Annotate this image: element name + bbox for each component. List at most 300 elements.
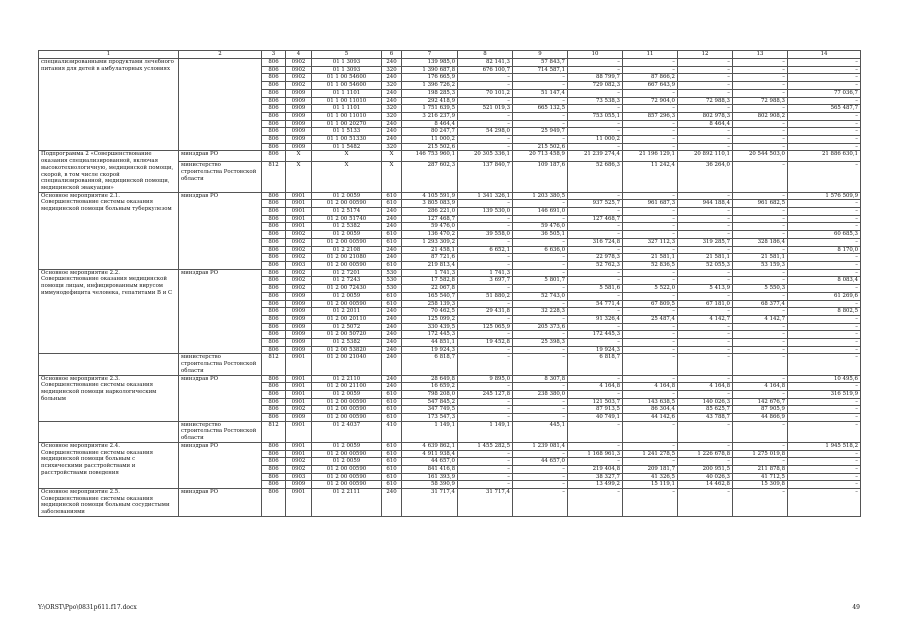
year-2020-cell: – (788, 323, 861, 331)
year-2017-cell: – (623, 308, 678, 316)
grbs-code-cell: 806 (262, 465, 286, 473)
year-2014-cell: – (458, 315, 513, 323)
year-2018-cell: – (678, 346, 733, 354)
grbs-code-cell: 806 (262, 208, 286, 216)
program-name: Основное мероприятие 2.3. Совершенствование системы оказания медицинской помощи наркологическим больным (39, 375, 179, 421)
year-2017-cell: 857 296,3 (623, 112, 678, 120)
year-2019-cell: – (733, 162, 788, 192)
year-2018-cell: 140 026,3 (678, 398, 733, 406)
year-2019-cell: – (733, 215, 788, 223)
year-2019-cell: – (733, 105, 788, 113)
year-2019-cell: – (733, 277, 788, 285)
year-2014-cell: – (458, 414, 513, 422)
total-amount-cell: 286 221,0 (402, 208, 458, 216)
target-code-cell: 01 1 00 11010 (312, 97, 382, 105)
year-2019-cell: – (733, 59, 788, 67)
year-2015-cell: 714 587,1 (513, 66, 568, 74)
year-2019-cell: 4 164,8 (733, 383, 788, 391)
grbs-code-cell: 806 (262, 339, 286, 347)
year-2017-cell: 15 119,1 (623, 481, 678, 489)
year-2019-cell: 1 275 019,8 (733, 450, 788, 458)
year-2015-cell: 44 657,0 (513, 458, 568, 466)
budget-table-page (38, 50, 860, 517)
year-2019-cell: – (733, 223, 788, 231)
expense-type-cell: 610 (382, 192, 402, 200)
year-2017-cell: – (623, 269, 678, 277)
year-2014-cell: 6 652,1 (458, 246, 513, 254)
grbs-code-cell: 806 (262, 269, 286, 277)
year-2014-cell: 70 101,2 (458, 89, 513, 97)
year-2019-cell: – (733, 89, 788, 97)
year-2015-cell: – (513, 383, 568, 391)
grbs-code-cell: 806 (262, 231, 286, 239)
grbs-code-cell: 806 (262, 151, 286, 162)
total-amount-cell: 80 247,7 (402, 128, 458, 136)
year-2020-cell: 8 170,0 (788, 246, 861, 254)
year-2020-cell: – (788, 74, 861, 82)
year-2016-cell: 6 818,7 (568, 354, 623, 375)
year-2018-cell: – (678, 331, 733, 339)
year-2017-cell: – (623, 421, 678, 442)
year-2014-cell: – (458, 82, 513, 90)
column-number: 12 (678, 51, 733, 59)
year-2020-cell: – (788, 82, 861, 90)
year-2015-cell: 1 203 380,5 (513, 192, 568, 200)
year-2016-cell: – (568, 246, 623, 254)
expense-type-cell: 240 (382, 223, 402, 231)
total-amount-cell: 59 476,0 (402, 223, 458, 231)
total-amount-cell: 22 067,8 (402, 285, 458, 293)
target-code-cell: 01 2 2011 (312, 308, 382, 316)
year-2016-cell: – (568, 458, 623, 466)
section-code-cell: 0909 (286, 112, 312, 120)
year-2016-cell: 5 581,6 (568, 285, 623, 293)
total-amount-cell: 287 602,3 (402, 162, 458, 192)
year-2020-cell: 61 269,6 (788, 292, 861, 300)
grbs-code-cell: 806 (262, 292, 286, 300)
total-amount-cell: 139 985,0 (402, 59, 458, 67)
expense-type-cell: 610 (382, 442, 402, 450)
year-2017-cell: – (623, 346, 678, 354)
year-2018-cell: – (678, 323, 733, 331)
section-code-cell: 0901 (286, 398, 312, 406)
year-2015-cell: – (513, 112, 568, 120)
total-amount-cell: 1 293 309,2 (402, 238, 458, 246)
grbs-code-cell: 806 (262, 383, 286, 391)
grbs-code-cell: 806 (262, 223, 286, 231)
section-code-cell: 0902 (286, 269, 312, 277)
expense-type-cell: 240 (382, 89, 402, 97)
year-2019-cell: – (733, 66, 788, 74)
year-2016-cell: 21 239 274,4 (568, 151, 623, 162)
year-2019-cell: 21 581,1 (733, 254, 788, 262)
column-number: 7 (402, 51, 458, 59)
total-amount-cell: 547 845,2 (402, 398, 458, 406)
grbs-code-cell: 806 (262, 390, 286, 398)
column-number: 5 (312, 51, 382, 59)
year-2014-cell: 29 431,8 (458, 308, 513, 316)
year-2020-cell: – (788, 215, 861, 223)
grbs-code-cell: 806 (262, 375, 286, 383)
year-2015-cell: – (513, 331, 568, 339)
year-2017-cell: – (623, 458, 678, 466)
year-2018-cell: – (678, 308, 733, 316)
year-2019-cell: 68 377,4 (733, 300, 788, 308)
year-2014-cell: – (458, 143, 513, 151)
year-2014-cell: 31 717,4 (458, 489, 513, 517)
total-amount-cell: 125 099,2 (402, 315, 458, 323)
grbs-code-cell: 806 (262, 308, 286, 316)
year-2015-cell: – (513, 74, 568, 82)
total-amount-cell: 1 390 687,8 (402, 66, 458, 74)
year-2018-cell: – (678, 458, 733, 466)
section-code-cell: 0902 (286, 277, 312, 285)
expense-type-cell: 240 (382, 74, 402, 82)
year-2017-cell: 1 241 278,5 (623, 450, 678, 458)
target-code-cell: 01 2 5174 (312, 208, 382, 216)
target-code-cell: X (312, 151, 382, 162)
total-amount-cell: 3 216 237,9 (402, 112, 458, 120)
section-code-cell: 0909 (286, 300, 312, 308)
year-2017-cell: – (623, 292, 678, 300)
total-amount-cell: 87 721,6 (402, 254, 458, 262)
target-code-cell: 01 1 00 54600 (312, 74, 382, 82)
year-2018-cell: 319 285,7 (678, 238, 733, 246)
year-2014-cell: – (458, 136, 513, 144)
grbs-code-cell: 812 (262, 354, 286, 375)
section-code-cell: 0902 (286, 66, 312, 74)
target-code-cell: 01 2 7243 (312, 277, 382, 285)
year-2020-cell: – (788, 414, 861, 422)
total-amount-cell: 161 393,9 (402, 473, 458, 481)
grbs-code-cell: 806 (262, 398, 286, 406)
year-2018-cell: 20 892 110,1 (678, 151, 733, 162)
expense-type-cell: 410 (382, 421, 402, 442)
year-2016-cell: – (568, 489, 623, 517)
year-2019-cell: – (733, 442, 788, 450)
target-code-cell: 01 2 2111 (312, 489, 382, 517)
grbs-code-cell: 806 (262, 414, 286, 422)
year-2016-cell: 87 913,5 (568, 406, 623, 414)
year-2015-cell: 32 228,3 (513, 308, 568, 316)
program-name: специализированными продуктами лечебного питания для детей в амбулаторных условиях (39, 59, 179, 151)
program-name: Основное мероприятие 2.5. Совершенствование системы оказания медицинской помощи больным сосудистыми заболеваниями (39, 489, 179, 517)
grbs-code-cell: 806 (262, 285, 286, 293)
year-2019-cell: 41 712,5 (733, 473, 788, 481)
year-2017-cell: – (623, 442, 678, 450)
grbs-code-cell: 806 (262, 246, 286, 254)
target-code-cell: 01 2 00 20110 (312, 315, 382, 323)
year-2014-cell: 82 141,3 (458, 59, 513, 67)
year-2017-cell: – (623, 331, 678, 339)
expense-type-cell: 610 (382, 414, 402, 422)
grbs-code-cell: 806 (262, 323, 286, 331)
year-2020-cell: – (788, 66, 861, 74)
year-2020-cell: – (788, 162, 861, 192)
section-code-cell: 0902 (286, 238, 312, 246)
target-code-cell: 01 2 00 21040 (312, 354, 382, 375)
target-code-cell: 01 1 00 20270 (312, 120, 382, 128)
year-2016-cell: 753 055,1 (568, 112, 623, 120)
year-2015-cell: – (513, 238, 568, 246)
section-code-cell: 0903 (286, 261, 312, 269)
year-2015-cell: – (513, 465, 568, 473)
year-2017-cell: 667 643,9 (623, 82, 678, 90)
year-2016-cell: 1 168 961,3 (568, 450, 623, 458)
grbs-code-cell: 806 (262, 192, 286, 200)
year-2020-cell: – (788, 261, 861, 269)
year-2017-cell: 25 487,4 (623, 315, 678, 323)
year-2018-cell: 802 978,3 (678, 112, 733, 120)
year-2014-cell: – (458, 473, 513, 481)
year-2018-cell: – (678, 82, 733, 90)
executor-name: минздрав РО (179, 375, 262, 421)
total-amount-cell: 173 547,3 (402, 414, 458, 422)
year-2019-cell: 15 309,8 (733, 481, 788, 489)
section-code-cell: 0909 (286, 97, 312, 105)
year-2020-cell: 1 945 518,2 (788, 442, 861, 450)
year-2015-cell: – (513, 200, 568, 208)
year-2020-cell: – (788, 481, 861, 489)
year-2020-cell: 8 083,4 (788, 277, 861, 285)
target-code-cell: 01 2 00 00590 (312, 238, 382, 246)
year-2020-cell: 565 487,7 (788, 105, 861, 113)
year-2016-cell: 316 724,8 (568, 238, 623, 246)
executor-name: минздрав РО (179, 269, 262, 354)
year-2014-cell: – (458, 465, 513, 473)
year-2019-cell: 328 186,4 (733, 238, 788, 246)
year-2014-cell: – (458, 74, 513, 82)
table-body (39, 51, 861, 517)
year-2018-cell: – (678, 489, 733, 517)
year-2019-cell: – (733, 74, 788, 82)
target-code-cell: 01 2 0059 (312, 442, 382, 450)
year-2020-cell: – (788, 120, 861, 128)
year-2020-cell: 77 036,7 (788, 89, 861, 97)
year-2014-cell: – (458, 458, 513, 466)
expense-type-cell: 610 (382, 292, 402, 300)
year-2016-cell: 127 468,7 (568, 215, 623, 223)
year-2017-cell: 21 581,1 (623, 254, 678, 262)
year-2014-cell: 521 019,3 (458, 105, 513, 113)
year-2015-cell: – (513, 285, 568, 293)
year-2016-cell: 52 686,3 (568, 162, 623, 192)
target-code-cell: 01 2 00 00590 (312, 300, 382, 308)
grbs-code-cell: 806 (262, 215, 286, 223)
year-2019-cell: – (733, 128, 788, 136)
year-2016-cell: 40 749,1 (568, 414, 623, 422)
year-2014-cell: – (458, 406, 513, 414)
year-2020-cell: 316 519,9 (788, 390, 861, 398)
expense-type-cell: 530 (382, 277, 402, 285)
expense-type-cell: 240 (382, 323, 402, 331)
year-2018-cell: – (678, 354, 733, 375)
target-code-cell: 01 2 00 00590 (312, 261, 382, 269)
year-2020-cell: – (788, 450, 861, 458)
section-code-cell: 0909 (286, 414, 312, 422)
year-2017-cell: – (623, 120, 678, 128)
year-2016-cell: 19 924,3 (568, 346, 623, 354)
grbs-code-cell: 806 (262, 346, 286, 354)
year-2020-cell: 8 802,5 (788, 308, 861, 316)
column-number: 9 (513, 51, 568, 59)
expense-type-cell: 240 (382, 254, 402, 262)
total-amount-cell: 44 657,0 (402, 458, 458, 466)
target-code-cell: 01 2 7201 (312, 269, 382, 277)
section-code-cell: 0901 (286, 450, 312, 458)
year-2018-cell: – (678, 390, 733, 398)
year-2020-cell: 10 495,6 (788, 375, 861, 383)
total-amount-cell: 215 502,6 (402, 143, 458, 151)
grbs-code-cell: 806 (262, 143, 286, 151)
year-2016-cell: 91 326,4 (568, 315, 623, 323)
year-2016-cell: – (568, 223, 623, 231)
target-code-cell: 01 2 00 53820 (312, 346, 382, 354)
year-2018-cell: – (678, 208, 733, 216)
year-2020-cell: – (788, 223, 861, 231)
year-2014-cell: 245 127,8 (458, 390, 513, 398)
expense-type-cell: 240 (382, 339, 402, 347)
executor-name: минздрав РО (179, 489, 262, 517)
total-amount-cell: 172 445,3 (402, 331, 458, 339)
target-code-cell: 01 1 3093 (312, 66, 382, 74)
grbs-code-cell: 806 (262, 74, 286, 82)
year-2019-cell: 87 905,9 (733, 406, 788, 414)
year-2015-cell: – (513, 97, 568, 105)
year-2018-cell: 67 181,0 (678, 300, 733, 308)
year-2015-cell: – (513, 473, 568, 481)
table-row (39, 375, 861, 383)
target-code-cell: 01 1 1101 (312, 89, 382, 97)
year-2018-cell: – (678, 223, 733, 231)
target-code-cell: 01 2 00 00590 (312, 450, 382, 458)
expense-type-cell: 610 (382, 406, 402, 414)
target-code-cell: 01 2 0059 (312, 390, 382, 398)
executor-name: минздрав РО (179, 151, 262, 162)
total-amount-cell: 165 540,7 (402, 292, 458, 300)
section-code-cell: 0909 (286, 346, 312, 354)
expense-type-cell: 610 (382, 458, 402, 466)
section-code-cell: 0902 (286, 254, 312, 262)
grbs-code-cell: 806 (262, 66, 286, 74)
expense-type-cell: 240 (382, 97, 402, 105)
expense-type-cell: 610 (382, 465, 402, 473)
grbs-code-cell: 806 (262, 59, 286, 67)
year-2015-cell: – (513, 261, 568, 269)
program-name: Подпрограмма 2 «Совершенствование оказания специализированной, включая высокотехнологичную, медицинской помощи, скорой, в том числе скорой специализированной, медицинской помощи, медицинской эвакуации» (39, 151, 179, 192)
year-2017-cell: – (623, 375, 678, 383)
year-2014-cell: 54 298,0 (458, 128, 513, 136)
year-2014-cell: 19 452,8 (458, 339, 513, 347)
year-2020-cell: 21 886 630,1 (788, 151, 861, 162)
section-code-cell: 0909 (286, 339, 312, 347)
year-2019-cell: – (733, 120, 788, 128)
year-2017-cell: 72 904,0 (623, 97, 678, 105)
section-code-cell: 0909 (286, 120, 312, 128)
year-2018-cell: 944 188,4 (678, 200, 733, 208)
year-2015-cell: 52 743,0 (513, 292, 568, 300)
section-code-cell: 0909 (286, 136, 312, 144)
total-amount-cell: 28 649,8 (402, 375, 458, 383)
year-2014-cell: 676 100,7 (458, 66, 513, 74)
year-2017-cell: – (623, 223, 678, 231)
column-number: 8 (458, 51, 513, 59)
year-2018-cell: – (678, 136, 733, 144)
year-2016-cell: 22 978,3 (568, 254, 623, 262)
section-code-cell: 0902 (286, 406, 312, 414)
section-code-cell: 0901 (286, 354, 312, 375)
year-2016-cell: – (568, 231, 623, 239)
year-2019-cell: – (733, 208, 788, 216)
expense-type-cell: 610 (382, 231, 402, 239)
year-2019-cell: – (733, 339, 788, 347)
target-code-cell: 01 2 5382 (312, 339, 382, 347)
expense-type-cell: 530 (382, 269, 402, 277)
section-code-cell: 0902 (286, 285, 312, 293)
year-2019-cell: 44 866,9 (733, 414, 788, 422)
target-code-cell: 01 2 0059 (312, 192, 382, 200)
grbs-code-cell: 806 (262, 473, 286, 481)
section-code-cell: 0902 (286, 465, 312, 473)
total-amount-cell: 58 390,9 (402, 481, 458, 489)
grbs-code-cell: 812 (262, 421, 286, 442)
target-code-cell: 01 2 00 21100 (312, 383, 382, 391)
year-2015-cell: – (513, 414, 568, 422)
year-2016-cell: – (568, 59, 623, 67)
year-2014-cell: 125 065,9 (458, 323, 513, 331)
year-2017-cell: – (623, 339, 678, 347)
year-2015-cell: – (513, 489, 568, 517)
expense-type-cell: 610 (382, 481, 402, 489)
year-2016-cell: 937 525,7 (568, 200, 623, 208)
year-2017-cell: 67 809,5 (623, 300, 678, 308)
year-2019-cell: – (733, 143, 788, 151)
grbs-code-cell: 806 (262, 200, 286, 208)
year-2015-cell: 665 132,5 (513, 105, 568, 113)
expense-type-cell: 240 (382, 375, 402, 383)
program-name (39, 421, 179, 442)
section-code-cell: 0909 (286, 105, 312, 113)
year-2019-cell: 72 988,3 (733, 97, 788, 105)
year-2015-cell: 215 502,6 (513, 143, 568, 151)
section-code-cell: 0903 (286, 473, 312, 481)
year-2019-cell: 5 550,3 (733, 285, 788, 293)
target-code-cell: 01 2 00 00590 (312, 406, 382, 414)
total-amount-cell: 16 659,2 (402, 383, 458, 391)
column-number: 2 (179, 51, 262, 59)
year-2017-cell: 143 638,5 (623, 398, 678, 406)
year-2016-cell: – (568, 66, 623, 74)
total-amount-cell: 146 753 960,1 (402, 151, 458, 162)
section-code-cell: 0901 (286, 442, 312, 450)
year-2017-cell: – (623, 128, 678, 136)
year-2016-cell: – (568, 105, 623, 113)
header-row (39, 51, 861, 59)
target-code-cell: 01 1 5482 (312, 143, 382, 151)
program-name: Основное мероприятие 2.2. Совершенствование оказания медицинской помощи лицам, инфицированным вирусом иммунодефицита человека, гепатитами В и С (39, 269, 179, 354)
year-2017-cell: – (623, 215, 678, 223)
year-2016-cell: 11 000,2 (568, 136, 623, 144)
total-amount-cell: 3 805 083,9 (402, 200, 458, 208)
year-2016-cell: – (568, 143, 623, 151)
total-amount-cell: 136 470,2 (402, 231, 458, 239)
year-2019-cell: – (733, 246, 788, 254)
year-2015-cell: – (513, 315, 568, 323)
year-2016-cell: 219 404,8 (568, 465, 623, 473)
year-2015-cell: 238 380,0 (513, 390, 568, 398)
target-code-cell: 01 2 2108 (312, 246, 382, 254)
grbs-code-cell: 806 (262, 105, 286, 113)
